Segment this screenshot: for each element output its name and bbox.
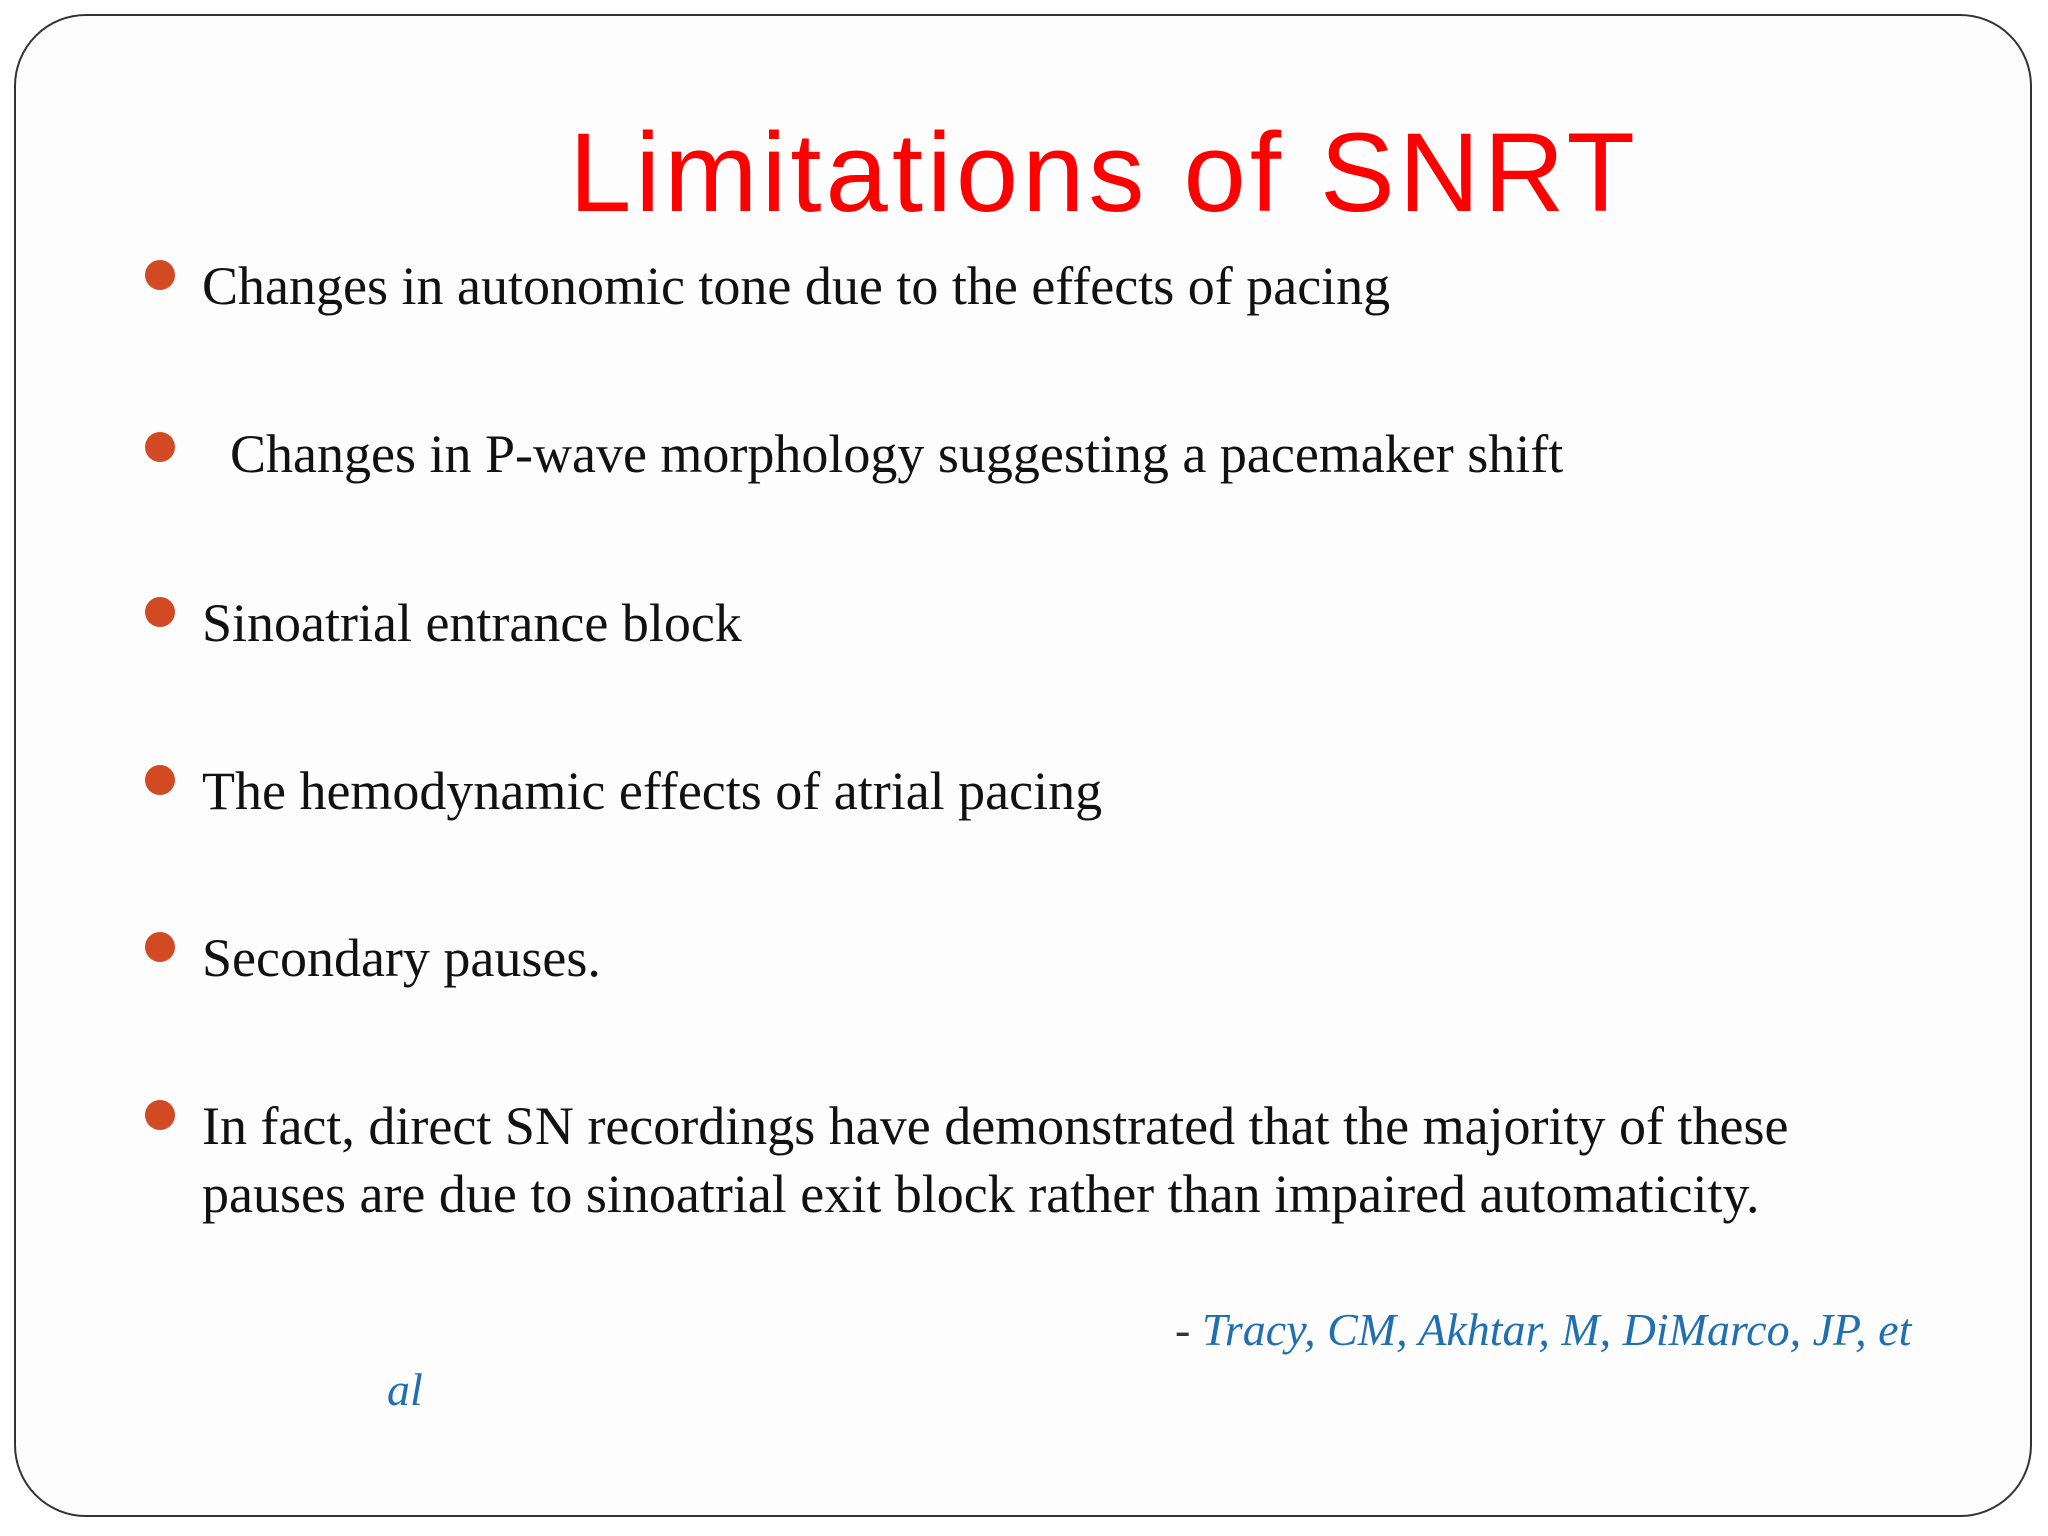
bullet-text: In fact, direct SN recordings have demonstrated that the majority of these pauses are due to sinoatrial exit block rather than impaired automaticity. [202,1096,1789,1224]
bullet-dot-icon [145,932,175,962]
bullet-dot-icon [145,260,175,290]
bullet-text: Sinoatrial entrance block [202,593,742,653]
citation-line-1 [1175,1300,1911,1360]
citation-authors: Tracy, CM, Akhtar, M, DiMarco, JP, et [1201,1304,1912,1355]
bullet-text: Changes in P-wave morphology suggesting a pacemaker shift [230,424,1564,484]
bullet-dot-icon [145,765,175,795]
citation-line-2: al [387,1364,423,1415]
bullet-dot-icon [145,432,175,462]
bullet-text: The hemodynamic effects of atrial pacing [202,761,1103,821]
bullet-dot-icon [145,597,175,627]
bullet-dot-icon [145,1100,175,1130]
bullet-text: Secondary pauses. [202,928,601,988]
citation-dash: - [1175,1304,1202,1355]
bullet-text: Changes in autonomic tone due to the effects of pacing [202,256,1391,316]
slide-title: Limitations of SNRT [569,110,1639,235]
